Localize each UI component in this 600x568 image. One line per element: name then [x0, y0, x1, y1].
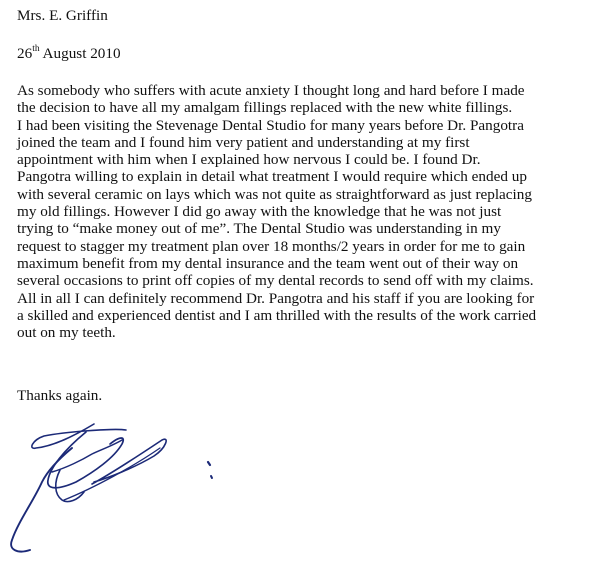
letter-date — [17, 43, 121, 65]
date-month-year: August 2010 — [39, 45, 121, 62]
body-line: request to stagger my treatment plan over 18 months/2 years in order for me to gain — [17, 237, 526, 255]
body-line: my old fillings. However I did go away with the knowledge that he was not just — [17, 203, 502, 221]
body-line: appointment with him when I explained how nervous I could be. I found Dr. — [17, 151, 481, 169]
date-day-suffix: th — [32, 43, 40, 54]
letter-body — [17, 82, 600, 341]
body-line: the decision to have all my amalgam fillings replaced with the new white fillings. — [17, 99, 513, 117]
body-line: maximum benefit from my dental insurance and the team went out of their way on — [17, 254, 519, 272]
body-line: As somebody who suffers with acute anxiety I thought long and hard before I made — [17, 82, 525, 99]
body-line: I had been visiting the Stevenage Dental Studio for many years before Dr. Pangotra — [17, 116, 524, 134]
body-line: joined the team and I found him very patient and understanding at my first — [17, 133, 470, 151]
body-line: out on my teeth. — [17, 324, 116, 342]
body-line: All in all I can definitely recommend Dr. Pangotra and his staff if you are looking for — [17, 289, 535, 307]
handwritten-signature — [4, 410, 244, 568]
body-line: Pangotra willing to explain in detail what treatment I would require which ended up — [17, 168, 527, 186]
closing-text: Thanks again. — [17, 387, 103, 404]
body-line: with several ceramic on lays which was not quite as straightforward as just replacing — [17, 185, 532, 203]
sender-name: Mrs. E. Griffin — [17, 7, 108, 24]
date-day: 26 — [17, 45, 33, 62]
body-line: trying to “make money out of me”. The Dental Studio was understanding in my — [17, 220, 501, 238]
body-line: a skilled and experienced dentist and I am thrilled with the results of the work carried — [17, 306, 537, 324]
body-line: several occasions to print off copies of my dental records to send off with my claims. — [17, 272, 534, 290]
